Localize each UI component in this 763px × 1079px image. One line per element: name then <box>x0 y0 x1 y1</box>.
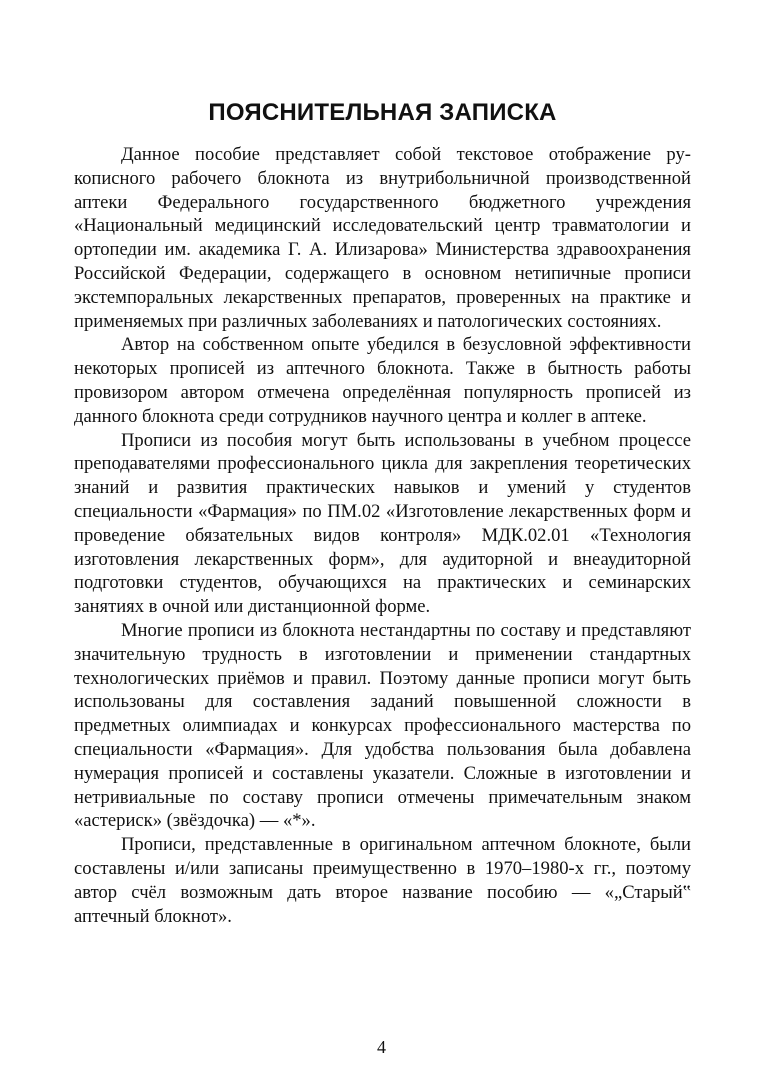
paragraph-olympiads: Многие прописи из блокнота нестандартны по составу и представляют значительную трудность в изготовлении и применении стандартных технологических приёмов и правил. Поэтому данные прописи могут быть использованы для составления заданий повышенной сложности в предметных олимпиадах и конкурсах профессионального мастерства по специальности «Фармация». Для удобства пользования была добавлена нумерация прописей и составлены указатели. Сложные в изготовлении и нетривиальные по составу прописи отмечены примечательным знаком «астериск» (звёздочка) — «*». <box>74 619 691 832</box>
explanatory-note-body <box>74 143 691 928</box>
paragraph-author-experience: Автор на собственном опыте убедился в безусловной эффективности некоторых прописей из аптечного блокнота. Также в бытность работы провизором автором отмечена определённая популярность прописей из данного блокнота среди сотрудников научного центра и коллег в аптеке. <box>74 334 691 427</box>
paragraph-educational-use: Прописи из пособия могут быть использованы в учебном процессе преподавателями профессионального цикла для закрепления теоретических знаний и развития практических навыков и умений у студентов специальности «Фармация» по ПМ.02 «Изготовление лекарственных форм и проведение обязательных видов контроля» МДК.02.01 «Технология изготовления лекарственных форм», для аудиторной и внеаудиторной подготовки студентов, обучающихся на практических и семинарских занятиях в очной или дистанционной форме. <box>74 429 691 618</box>
page-number: 4 <box>377 1037 386 1057</box>
paragraph-origin: Прописи, представленные в оригинальном аптечном блокноте, были составлены и/или записаны преимущественно в 1970–1980-х гг., поэтому автор счёл возможным дать второе название пособию — «„Старый‟ аптечный блокнот». <box>74 834 691 927</box>
page-title: ПОЯСНИТЕЛЬНАЯ ЗАПИСКА <box>208 99 557 126</box>
paragraph-intro: Данное пособие представляет собой текстовое отображение рукописного рабочего блокнота из внутрибольничной производственной аптеки Федерального государственного бюджетного учреждения «Национальный медицинский исследовательский центр травматологии и ортопедии им. академика Г. А. Илизарова» Министерства здравоохранения Российской Федерации, содержащего в основном нетипичные прописи экстемпоральных лекарственных препаратов, проверенных на практике и применяемых при различных заболеваниях и патологических состояниях. <box>74 144 691 332</box>
